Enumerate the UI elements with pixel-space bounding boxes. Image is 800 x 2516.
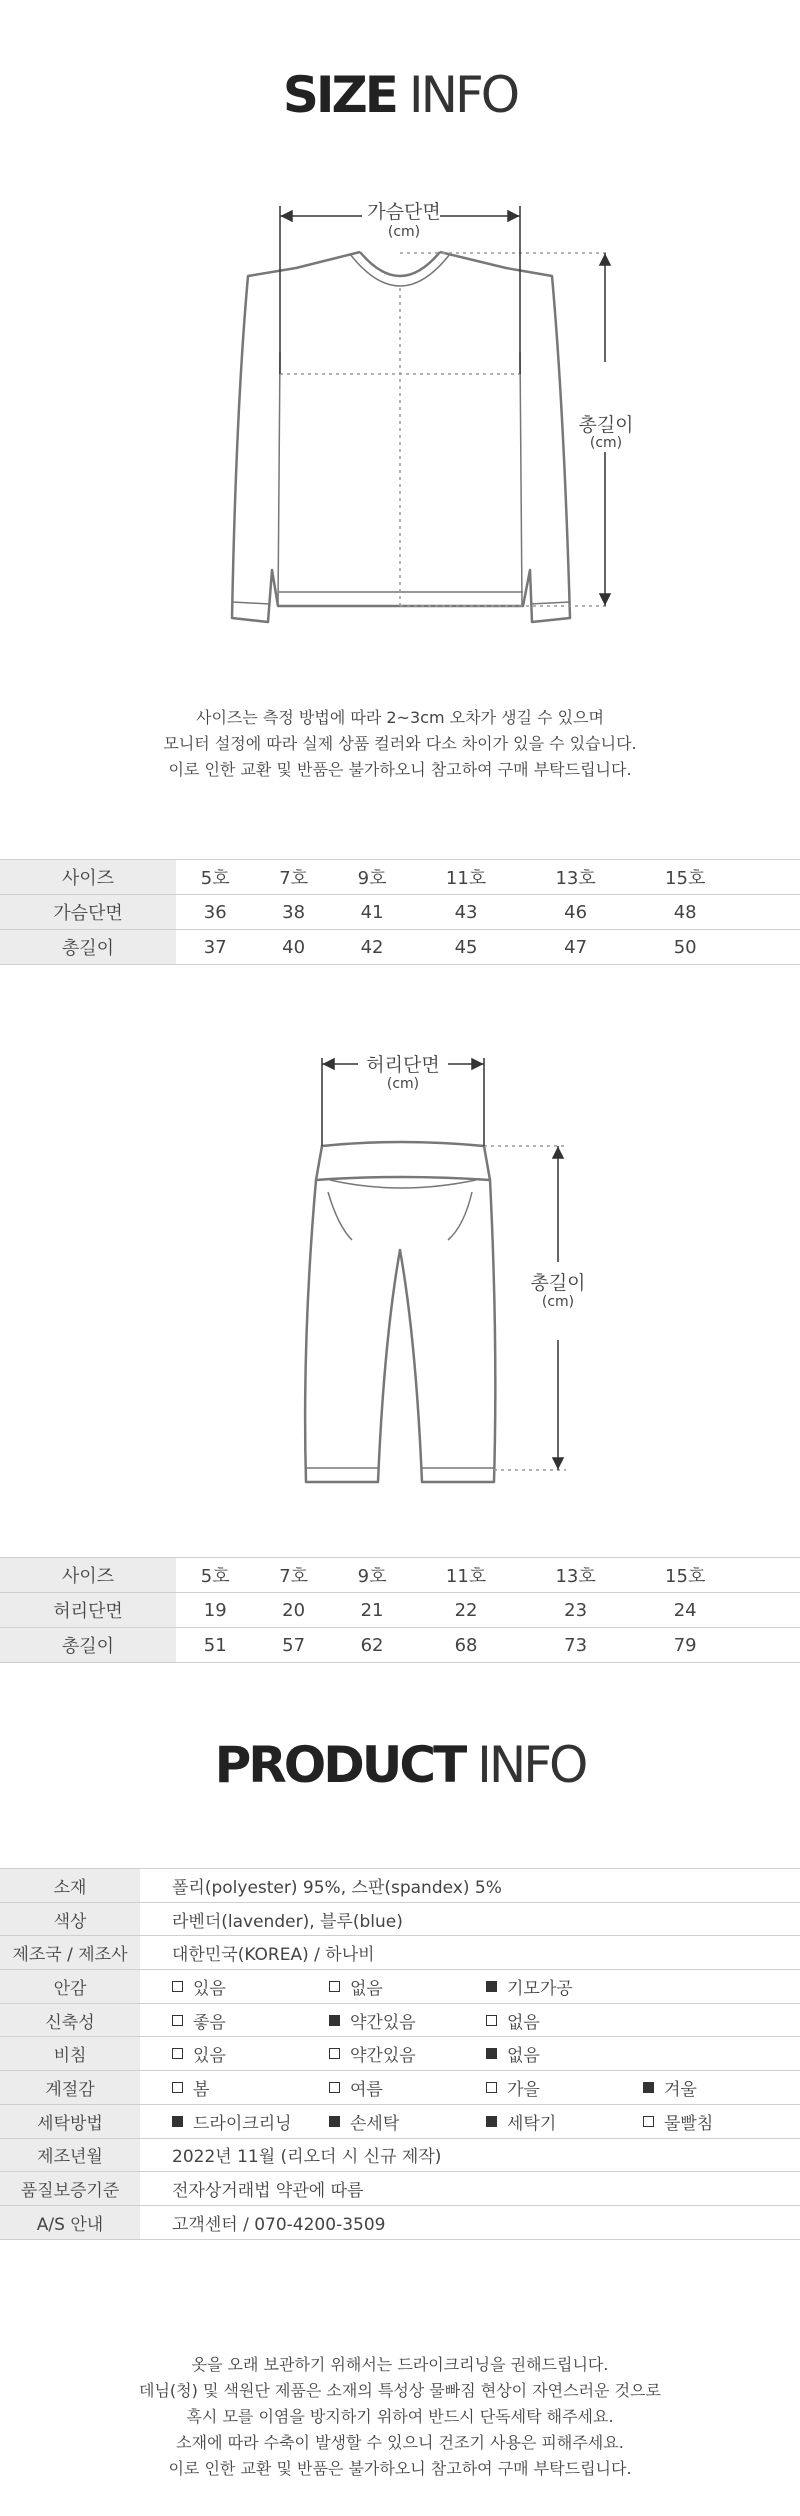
option-item [172, 2109, 329, 2134]
unchecked-box-icon [172, 2048, 183, 2059]
checked-box-icon [643, 2082, 654, 2093]
washing-options [172, 2109, 800, 2134]
option-label: 기모가공 [507, 1978, 573, 1999]
unchecked-box-icon [329, 2048, 340, 2059]
table-row: 비침 있음 약간있음 없음 [0, 2037, 800, 2071]
option-item [329, 2041, 486, 2066]
option-item [172, 2075, 329, 2100]
option-label: 드라이크리닝 [193, 2113, 292, 2134]
lining-options [172, 1974, 800, 1999]
unchecked-box-icon [172, 2082, 183, 2093]
size-info-title: SIZE INFO [282, 66, 518, 124]
option-label: 없음 [507, 2012, 540, 2033]
option-item [329, 2008, 486, 2033]
stretch-options [172, 2008, 800, 2033]
table-row: 안감 있음 없음 기모가공 [0, 1970, 800, 2004]
checked-box-icon [486, 1981, 497, 1992]
waist-unit: (cm) [386, 1076, 420, 1092]
table-row: 사이즈 5호 7호 9호 11호 13호 15호 [0, 1558, 800, 1593]
option-item [172, 2041, 329, 2066]
top-size-table [0, 859, 800, 965]
option-label: 약간있음 [350, 2012, 416, 2033]
option-label: 약간있음 [350, 2046, 416, 2067]
pants-illustration [0, 1040, 800, 1510]
length-unit: (cm) [589, 435, 623, 451]
pants-length-unit: (cm) [541, 1294, 575, 1310]
option-label: 겨울 [664, 2079, 697, 2100]
size-notice: 사이즈는 측정 방법에 따라 2~3cm 오차가 생길 수 있으며 모니터 설정에 따라 실제 상품 컬러와 다소 차이가 있을 수 있습니다. 이로 인한 교환 및 반품은 불가하오니 참고하여 구매 부탁드립니다. [163, 708, 637, 779]
chest-label: 가슴단면 [367, 201, 441, 223]
unchecked-box-icon [172, 2015, 183, 2026]
table-row: 총길이 51 57 62 68 73 79 [0, 1628, 800, 1663]
length-label: 총길이 [578, 414, 634, 436]
option-label: 손세탁 [350, 2113, 400, 2134]
option-label: 여름 [350, 2079, 383, 2100]
table-row: 신축성 좋음 약간있음 없음 [0, 2003, 800, 2037]
care-notice: 옷을 오래 보관하기 위해서는 드라이크리닝을 권해드립니다. 데님(청) 및 색원단 제품은 소재의 특성상 물빠짐 현상이 자연스러운 것으로 혹시 모를 이염을 방지하기 위하여 반드시 단독세탁 해주세요. 소재에 따라 수축이 발생할 수 있으니 건조기 사용은 피해주세요. 이로 인한 교환 및 반품은 불가하오니 참고하여 구매 부탁드립니다. [139, 2355, 661, 2478]
option-label: 물빨침 [664, 2113, 714, 2134]
unchecked-box-icon [172, 1981, 183, 1992]
table-row: 총길이 37 40 42 45 47 50 [0, 930, 800, 965]
option-item [172, 1974, 329, 1999]
table-row: 품질보증기준 전자상거래법 약관에 따름 [0, 2172, 800, 2206]
option-item [643, 2109, 800, 2134]
unchecked-box-icon [329, 1981, 340, 1992]
pants-length-label: 총길이 [530, 1272, 586, 1294]
checked-box-icon [329, 2015, 340, 2026]
table-row: 계절감 봄 여름 가을 겨울 [0, 2071, 800, 2105]
chest-unit: (cm) [387, 224, 421, 240]
product-info-title: PRODUCT INFO [214, 1736, 586, 1794]
unchecked-box-icon [329, 2082, 340, 2093]
checked-box-icon [329, 2116, 340, 2127]
option-label: 가을 [507, 2079, 540, 2100]
waist-label: 허리단면 [366, 1054, 440, 1076]
option-label: 좋음 [193, 2012, 226, 2033]
table-row: 소재 폴리(polyester) 95%, 스판(spandex) 5% [0, 1869, 800, 1903]
option-item [329, 2075, 486, 2100]
option-item [486, 2041, 643, 2066]
option-label: 봄 [193, 2079, 210, 2100]
unchecked-box-icon [486, 2082, 497, 2093]
table-row: 사이즈 5호 7호 9호 11호 13호 15호 [0, 860, 800, 895]
sheerness-options [172, 2041, 800, 2066]
checked-box-icon [486, 2048, 497, 2059]
option-item [486, 2109, 643, 2134]
unchecked-box-icon [486, 2015, 497, 2026]
option-label: 세탁기 [507, 2113, 557, 2134]
option-item [329, 1974, 486, 1999]
table-row: 허리단면 19 20 21 22 23 24 [0, 1593, 800, 1628]
option-item [329, 2109, 486, 2134]
option-item [643, 2075, 800, 2100]
table-row: A/S 안내 고객센터 / 070-4200-3509 [0, 2205, 800, 2239]
option-item [486, 2008, 643, 2033]
table-row: 제조국 / 제조사 대한민국(KOREA) / 하나비 [0, 1936, 800, 1970]
table-row: 제조년월 2022년 11월 (리오더 시 신규 제작) [0, 2138, 800, 2172]
season-options [172, 2075, 800, 2100]
table-row: 색상 라벤더(lavender), 블루(blue) [0, 1902, 800, 1936]
option-label: 있음 [193, 1978, 226, 1999]
option-label: 있음 [193, 2046, 226, 2067]
table-row: 세탁방법 드라이크리닝 손세탁 세탁기 물빨침 [0, 2104, 800, 2138]
checked-box-icon [486, 2116, 497, 2127]
checked-box-icon [172, 2116, 183, 2127]
option-label: 없음 [507, 2046, 540, 2067]
option-label: 없음 [350, 1978, 383, 1999]
option-item [486, 2075, 643, 2100]
table-row: 가슴단면 36 38 41 43 46 48 [0, 895, 800, 930]
product-info-table [0, 1868, 800, 2240]
sweater-illustration [0, 190, 800, 650]
option-item [172, 2008, 329, 2033]
unchecked-box-icon [643, 2116, 654, 2127]
pants-size-table [0, 1557, 800, 1663]
option-item [486, 1974, 643, 1999]
